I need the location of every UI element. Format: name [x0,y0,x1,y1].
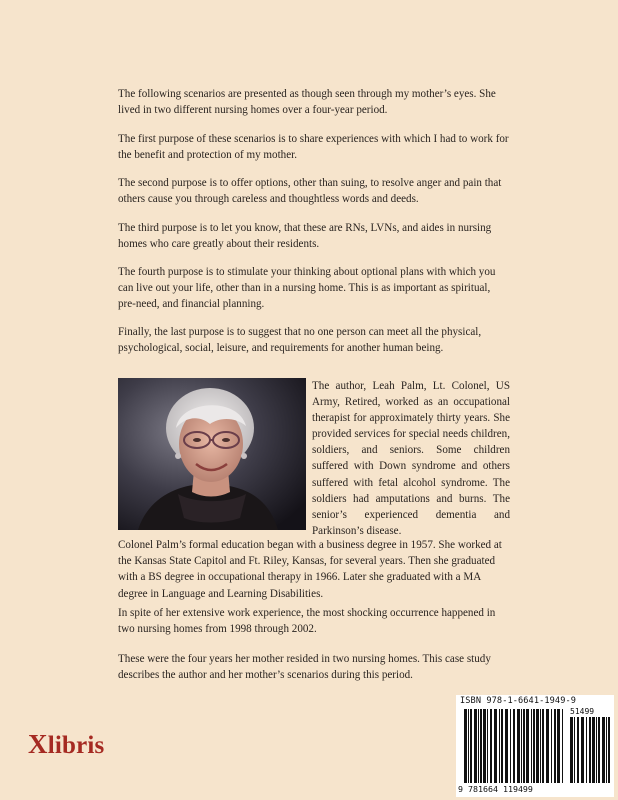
barcode-bar [483,709,486,783]
barcode-bar [577,717,579,783]
barcode-bar [521,709,522,783]
barcode-bar [487,709,488,783]
barcode-bar [505,709,508,783]
barcode-bar [562,709,563,783]
barcode-bar [494,709,497,783]
fourth-purpose-paragraph: The fourth purpose is to stimulate your thinking about optional plans with which you can live out your life, other than in a nursing home. This is as important as spiritual, pre-need, and financial planning. [118,266,496,311]
barcode-bar [510,709,511,783]
barcode-bar [501,709,503,783]
case-study-paragraph: These were the four years her mother resided in two nursing homes. This case study describes the author and her mother’s scenarios during this period. [118,653,491,682]
barcode-bar [536,709,539,783]
barcode-bar [570,717,573,783]
barcode-bar [602,717,605,783]
barcode-bar [531,709,532,783]
isbn-label: ISBN 978-1-6641-1949-9 [460,696,577,706]
barcode-bar [474,709,477,783]
intro-paragraph: The following scenarios are presented as though seen through my mother’s eyes. She lived in two different nursing homes over a four-year period. [118,88,496,117]
barcode-bar [464,709,467,783]
barcode-digits: 9 781664 119499 [458,784,533,794]
barcode-bar [596,717,597,783]
third-purpose-paragraph: The third purpose is to let you know, that these are RNs, LVNs, and aides in nursing homes who care greatly about their residents. [118,222,492,251]
barcode-bar [533,709,535,783]
barcode-bar [468,709,469,783]
barcode-bar [554,709,556,783]
barcode-bar [542,709,544,783]
barcode-bar [523,709,525,783]
barcode-bar [490,709,492,783]
barcode-bar [551,709,552,783]
education-paragraph: Colonel Palm’s formal education began with a business degree in 1957. She worked at the Kansas State Capitol and Ft. Riley, Kansas, for several years. Then she graduated with a BS degree in occupational therapy in 1966. Later she graduated with a MA degree in Language and Learning Disabilities. [118,539,502,600]
barcode-bar [540,709,541,783]
barcode-bar [546,709,549,783]
barcode-bar [526,709,529,783]
second-purpose-paragraph: The second purpose is to offer options, other than suing, to resolve anger and pain that others cause you through careless and thoughtless words and deeds. [118,177,502,206]
barcode-bar [513,709,515,783]
author-photo [118,378,306,530]
barcode-bar [557,709,560,783]
price-code: 51499 [570,707,595,716]
barcode-bar [592,717,595,783]
occurrence-paragraph: In spite of her extensive work experience, the most shocking occurrence happened in two nursing homes from 1998 through 2002. [118,607,496,636]
barcode-bar [499,709,500,783]
barcode-bar [606,717,607,783]
logo-rest: libris [47,732,105,759]
barcode-bar [589,717,591,783]
xlibris-logo [28,729,104,760]
barcode-bar [586,717,587,783]
barcode-bar [478,709,479,783]
barcode-bar [598,717,600,783]
barcode-bar [480,709,482,783]
logo-initial: X [28,729,48,759]
barcode-bar [608,717,610,783]
first-purpose-paragraph: The first purpose of these scenarios is to share experiences with which I had to work for the benefit and protection of my mother. [118,133,509,162]
barcode-bar [581,717,584,783]
isbn-barcode [456,695,614,797]
author-bio: The author, Leah Palm, Lt. Colonel, US Army, Retired, worked as an occupational therapist for approximately thirty years. She provided services for special needs children, soldiers, and seniors. Some children suffered with Down syndrome and others suffered with fetal alcohol syndrome. The soldiers had amputations and burns. The senior’s experienced dementia and Parkinson’s disease. [312,380,510,537]
barcode-bar [517,709,520,783]
barcode-bar [470,709,472,783]
barcode-bar [574,717,575,783]
barcode-bars [456,695,614,797]
last-purpose-paragraph: Finally, the last purpose is to suggest that no one person can meet all the physical, psychological, social, leisure, and requirements for another human being. [118,326,482,355]
